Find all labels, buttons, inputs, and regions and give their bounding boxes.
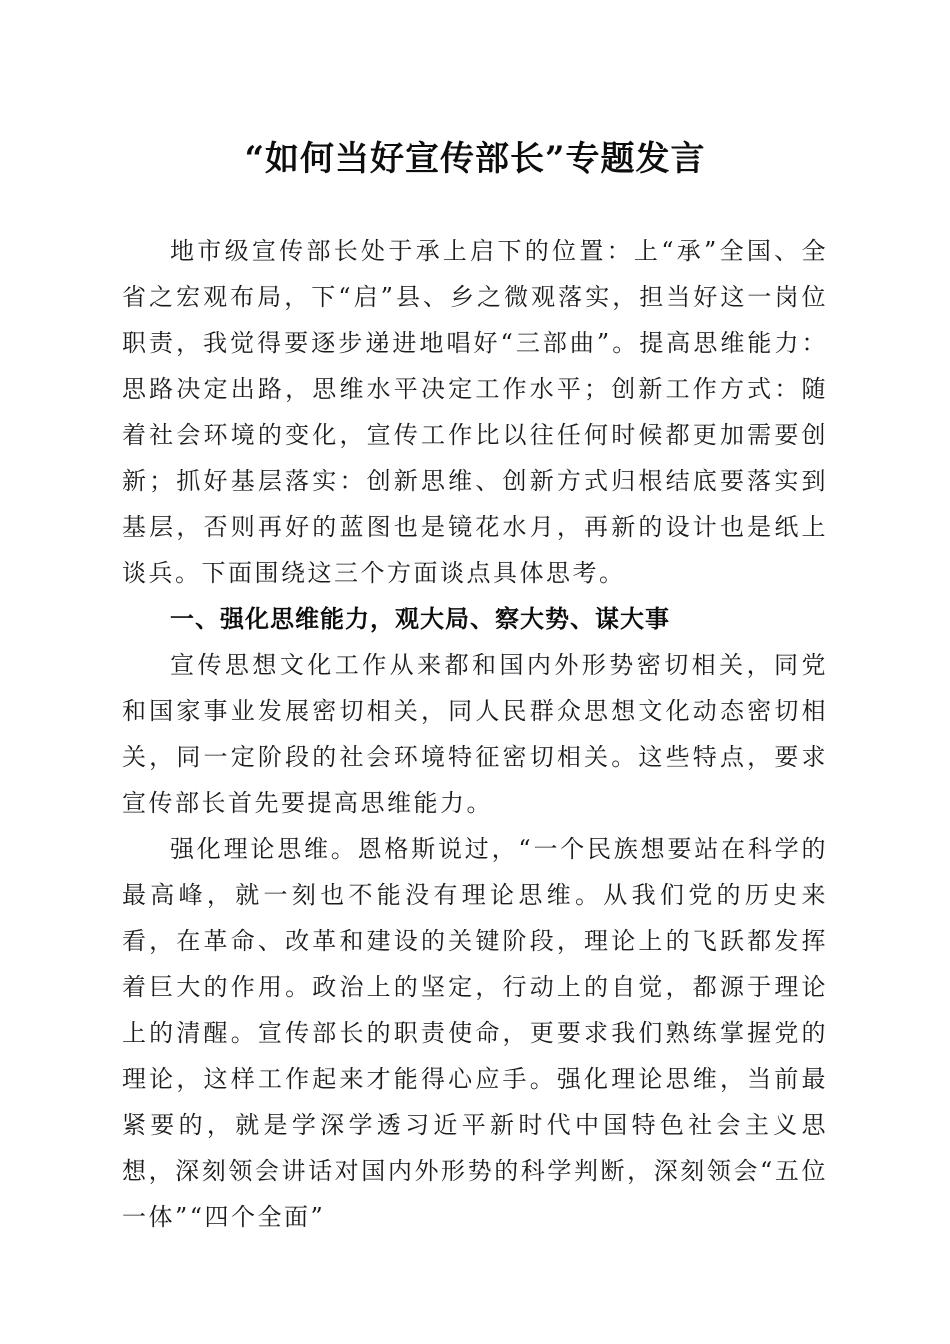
- body-paragraph: 宣传思想文化工作从来都和国内外形势密切相关，同党和国家事业发展密切相关，同人民群众思想文化动态密切相关，同一定阶段的社会环境特征密切相关。这些特点，要求宣传部长首先要提高思维能力。: [122, 651, 828, 817]
- document-body: [122, 228, 828, 1240]
- intro-paragraph: 地市级宣传部长处于承上启下的位置：上“承”全国、全省之宏观布局，下“启”县、乡之微观落实，担当好这一岗位职责，我觉得要逐步递进地唱好“三部曲”。提高思维能力：思路决定出路，思维水平决定工作水平；创新工作方式：随着社会环境的变化，宣传工作比以往任何时候都更加需要创新；抓好基层落实：创新思维、创新方式归根结底要落实到基层，否则再好的蓝图也是镜花水月，再新的设计也是纸上谈兵。下面围绕这三个方面谈点具体思考。: [122, 237, 828, 587]
- document-title: “如何当好宣传部长”专题发言: [244, 139, 706, 179]
- body-paragraph: 强化理论思维。恩格斯说过，“一个民族想要站在科学的最高峰，就一刻也不能没有理论思维。从我们党的历史来看，在革命、改革和建设的关键阶段，理论上的飞跃都发挥着巨大的作用。政治上的坚定，行动上的自觉，都源于理论上的清醒。宣传部长的职责使命，更要求我们熟练掌握党的理论，这样工作起来才能得心应手。强化理论思维，当前最紧要的，就是学深学透习近平新时代中国特色社会主义思想，深刻领会讲话对国内外形势的科学判断，深刻领会“五位一体”“四个全面”: [122, 835, 828, 1231]
- section-heading: 一、强化思维能力，观大局、察大势、谋大事: [170, 605, 670, 633]
